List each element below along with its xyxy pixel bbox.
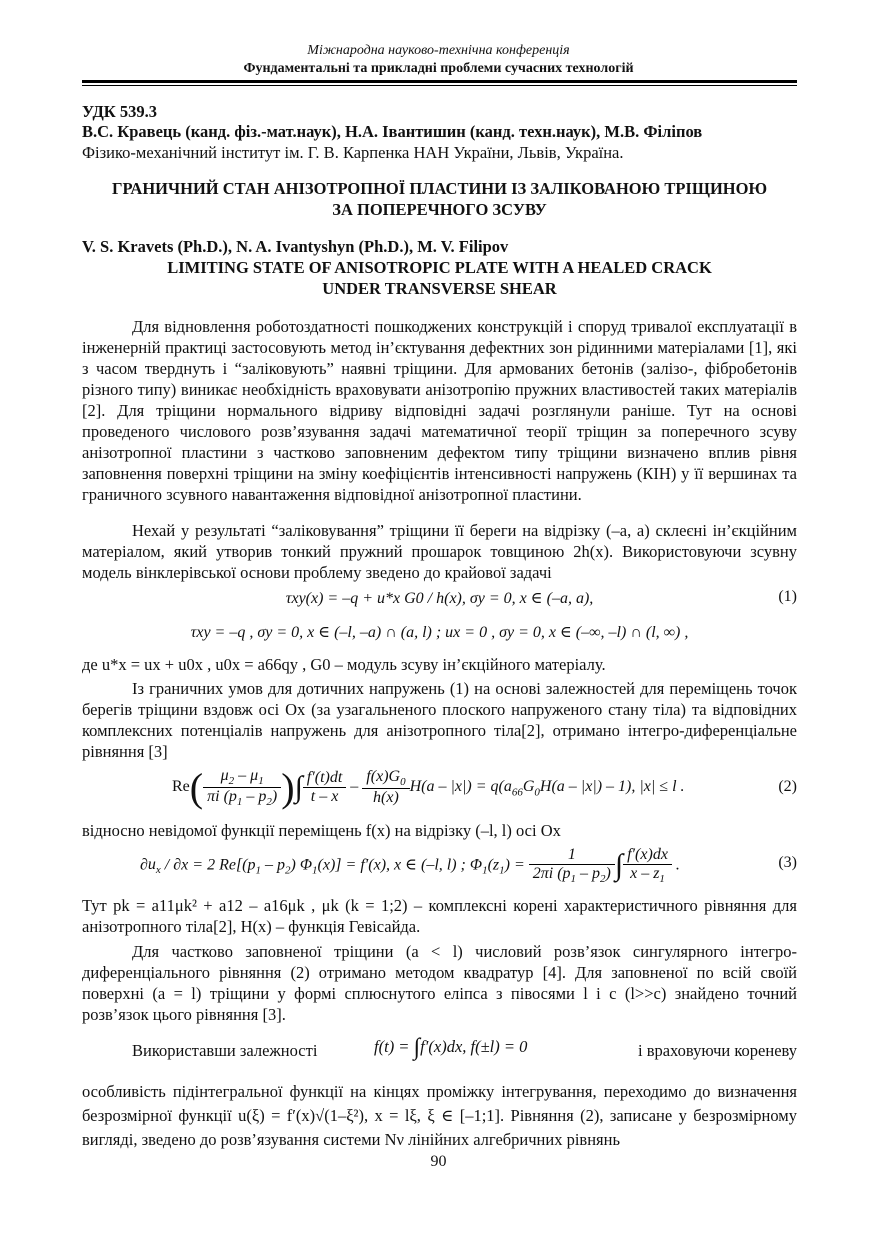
title-ukrainian-line1: ГРАНИЧНИЙ СТАН АНІЗОТРОПНОЇ ПЛАСТИНИ ІЗ ЗАЛІКОВАНОЮ ТРІЩИНОЮ [111, 179, 768, 198]
paragraph-numerical-solution: Для частково заповненої тріщини (a < l) числовий розв’язок сингулярного інтегро-диференціального рівняння (2) отримано методом квадратур [4]. Для заповненої по всій своїй поверхні (a = l) тріщини у формі сплюснутого еліпса з півосями l і c (l>>c) знайдено точний розв’язок цього рівняння [3]. [82, 942, 797, 1024]
paragraph-notation: Тут pk = a11μk² + a12 – a16μk , μk (k = 1;2) – комплексні корені характеристичного рівняння для анізотропного тіла[2], H(x) – функція Гевісайда. [82, 896, 797, 936]
header-rule-thin [82, 85, 797, 86]
paragraph-problem-statement: Нехай у результаті “заліковування” тріщини її береги на відрізку (–a, a) склеєні ін’єкційним матеріалом, який утворив тонкий пружний прошарок товщиною 2h(x). Використовуючи зсувну модель вінклерівської основи проблему зведено до крайової задачі [82, 521, 797, 582]
page-number: 90 [430, 1153, 447, 1170]
udc-code: УДК 539.3 [82, 102, 158, 121]
equation-1b [82, 622, 797, 642]
title-ukrainian-line2: ЗА ПОПЕРЕЧНОГО ЗСУВУ [332, 200, 547, 219]
conference-series: Фундаментальні та прикладні проблеми сучасних технологій [243, 61, 634, 76]
authors-english: V. S. Kravets (Ph.D.), N. A. Ivantyshyn (Ph.D.), M. V. Filipov [82, 237, 509, 256]
header-rule-thick [82, 80, 797, 83]
paragraph-relations-line [82, 1036, 797, 1070]
equation-1-line2: τxy = –q , σy = 0, x ∈ (–l, –a) ∩ (a, l) ; ux = 0 , σy = 0, x ∈ (–∞, –l) ∩ (l, ∞) , [190, 624, 689, 641]
equation-3 [82, 842, 797, 892]
authors-ukrainian: В.С. Кравець (канд. фіз.-мат.наук), Н.А. Івантишин (канд. техн.наук), М.В. Філіпов [82, 122, 703, 141]
affiliation: Фізико-механічний інститут ім. Г. В. Карпенка НАН України, Львів, Україна. [82, 143, 624, 162]
paragraph-boundary-conditions: Із граничних умов для дотичних напружень (1) на основі залежностей для переміщень точок берегів тріщини вздовж осі Ox (за узагальненого плоского напруженого стану тіла) та відповідних комплексних потенціалів напружень для анізотропного тіла[2], отримано інтегро-диференціальне рівняння [3] [82, 679, 797, 761]
equation-2 [82, 762, 797, 818]
equation-1-definitions: де u*x = ux + u0x , u0x = a66qy , G0 – модуль зсуву ін’єкційного матеріалу. [82, 655, 606, 674]
equation-1-line1: τxy(x) = –q + u*x G0 / h(x), σy = 0, x ∈ (–a, a), [285, 590, 594, 607]
equation-3-body: $\partial u_x / \partial x = 2$ $Re[(p_1 - p_2) \Phi_1(x)] = f'(x)$, x ∈ (–l, l) ; $\Phi_1(z_1)$ = $\frac{1}{2\pi i (p_1 - p_2)}$ ∫ $\frac{f'(x)dx}{x - z_1}$ . [140, 846, 680, 886]
equation-2-number: (2) [778, 778, 797, 795]
equation-2-body: Re( $\frac{\mu_2 - \mu_1}{\pi i (p_1 - p_2)}$ )∫ $\frac{f'(t)dt}{t - x}$ – $\frac{f(x)G_0}{h(x)}$ $H(a - |x|) = q(a_{66}G_0H(a - |x|) - 1)$, |x| ≤ l . [172, 765, 685, 810]
relations-lead: Використавши залежності [132, 1041, 318, 1060]
equation-1 [82, 588, 797, 608]
equation-3-number: (3) [778, 854, 797, 871]
conference-title: Міжнародна науково-технічна конференція [307, 43, 570, 58]
title-english-line2: UNDER TRANSVERSE SHEAR [322, 279, 557, 298]
equation-2-note: відносно невідомої функції переміщень f(x) на відрізку (–l, l) осі Ox [82, 821, 561, 840]
title-english-line1: LIMITING STATE OF ANISOTROPIC PLATE WITH A HEALED CRACK [167, 258, 712, 277]
paragraph-intro: Для відновлення роботоздатності пошкоджених конструкцій і споруд тривалої експлуатації в інженерній практиці застосовують метод ін’єктування дефектних зон рідинними матеріалами [1], які з часом тверднуть і “заліковують” наявні тріщини. Для армованих бетонів (залізо-, фібробетонів різного типу) виникає необхідність враховувати анізотропію пружних властивостей таких матеріалів [2]. Для тріщини нормального відриву відповідні задачі розглянули раніше. Тут на основі проведеного числового розв’язування задачі математичної теорії тріщин за поперечного зсуву анізотропної пластини з частково заповненим дефектом типу тріщини визначено вплив рівня заповнення поверхні тріщини на зміну коефіцієнтів інтенсивності напружень (КІН) у її вершинах та граничного зсувного навантаження відповідної анізотропної пластини. [82, 317, 797, 504]
relations-formula: f(t) = ∫f′(x)dx, f(±l) = 0 [374, 1034, 528, 1061]
paragraph-dimensionless: особливість підінтегральної функції на кінцях проміжку інтегрування, переходимо до визначення безрозмірної функції u(ξ) = f′(x)√(1–ξ²), x = lξ, ξ ∈ [–1;1]. Рівняння (2), записане у безрозмірному вигляді, зведено до розв’язування системи Nν лінійних алгебричних рівнянь [82, 1082, 797, 1149]
equation-1-number: (1) [778, 588, 797, 605]
relations-tail: і враховуючи кореневу [637, 1041, 797, 1060]
